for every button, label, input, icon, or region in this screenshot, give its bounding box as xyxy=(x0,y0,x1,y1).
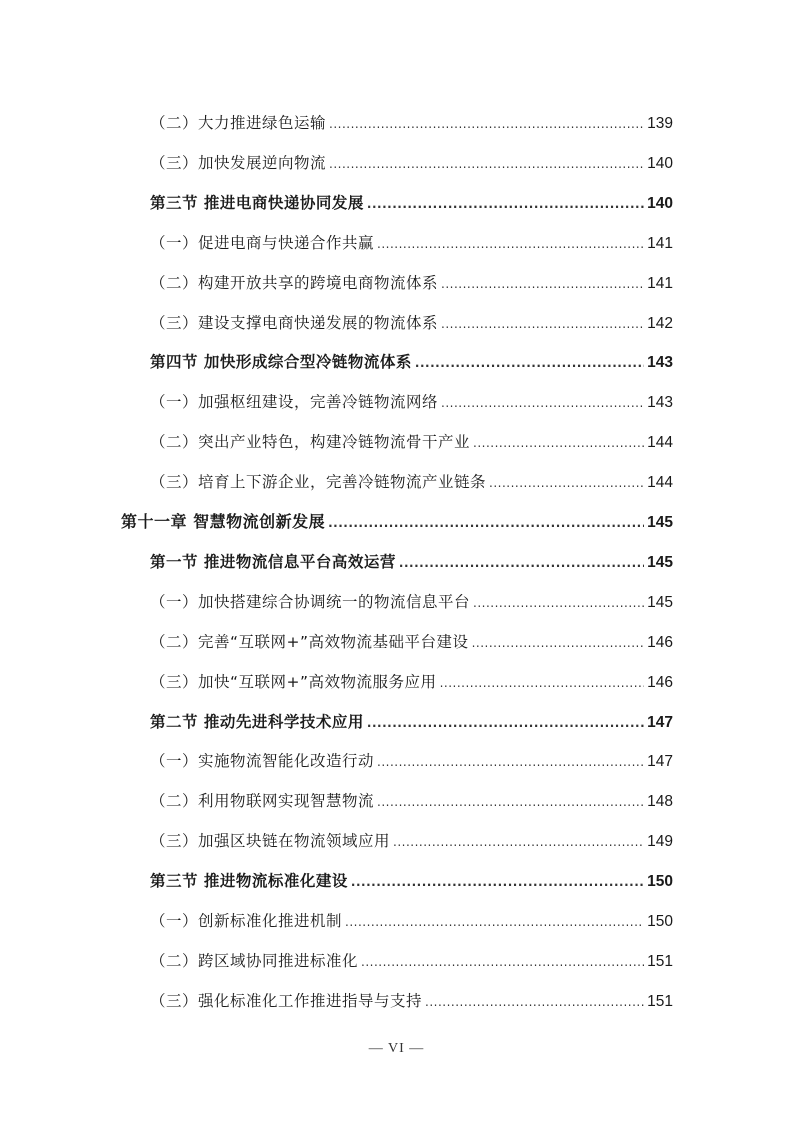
toc-entry-page-number: 143 xyxy=(647,354,673,371)
toc-entry-page-number: 146 xyxy=(647,634,673,651)
dot-leader xyxy=(329,113,644,135)
toc-entry-chapter[interactable] xyxy=(121,511,673,533)
dot-leader xyxy=(351,871,644,893)
toc-entry-page-number: 141 xyxy=(647,235,673,252)
toc-entry-item[interactable] xyxy=(150,391,673,413)
toc-entry-label: （二）利用物联网实现智慧物流 xyxy=(150,792,375,810)
toc-entry-page-number: 139 xyxy=(647,115,673,132)
toc-entry-section[interactable] xyxy=(150,551,673,573)
toc-entry-label: （二）完善“互联网+”高效物流基础平台建设 xyxy=(150,633,469,651)
page-footer-number: — VI — xyxy=(368,1041,425,1056)
dot-leader xyxy=(399,552,644,574)
toc-entry-page-number: 146 xyxy=(647,674,673,691)
dot-leader xyxy=(440,672,645,694)
toc-entry-label: （三）培育上下游企业，完善冷链物流产业链条 xyxy=(150,473,487,491)
toc-entry-page-number: 140 xyxy=(647,155,673,172)
dot-leader xyxy=(473,592,644,614)
toc-entry-label: （二）跨区域协同推进标准化 xyxy=(150,952,359,970)
dot-leader xyxy=(361,951,644,973)
toc-entry-item[interactable] xyxy=(150,591,673,613)
toc-entry-label: 第一节 推进物流信息平台高效运营 xyxy=(150,553,396,571)
dot-leader xyxy=(415,352,644,374)
toc-entry-page-number: 147 xyxy=(647,753,673,770)
toc-entry-page-number: 150 xyxy=(647,913,673,930)
toc-entry-label: 第二节 推动先进科学技术应用 xyxy=(150,713,364,731)
toc-entry-label: （三）加强区块链在物流领域应用 xyxy=(150,832,391,850)
toc-entry-page-number: 141 xyxy=(647,275,673,292)
toc-entry-label: （一）促进电商与快递合作共赢 xyxy=(150,234,375,252)
toc-entry-item[interactable] xyxy=(150,910,673,932)
dot-leader xyxy=(345,911,644,933)
toc-entry-label: 第十一章 智慧物流创新发展 xyxy=(121,512,326,531)
toc-entry-item[interactable] xyxy=(150,671,673,693)
toc-entry-label: （二）构建开放共享的跨境电商物流体系 xyxy=(150,274,439,292)
toc-entry-section[interactable] xyxy=(150,711,673,733)
dot-leader xyxy=(377,751,644,773)
toc-entry-item[interactable] xyxy=(150,830,673,852)
dot-leader xyxy=(489,472,644,494)
toc-entry-section[interactable] xyxy=(150,192,673,214)
toc-entry-page-number: 145 xyxy=(647,554,673,571)
dot-leader xyxy=(472,632,645,654)
dot-leader xyxy=(441,273,644,295)
toc-entry-label: （二）大力推进绿色运输 xyxy=(150,114,327,132)
toc-entry-page-number: 143 xyxy=(647,394,673,411)
toc-entry-label: （三）建设支撑电商快递发展的物流体系 xyxy=(150,314,439,332)
toc-entry-item[interactable] xyxy=(150,790,673,812)
dot-leader xyxy=(393,831,644,853)
toc-entry-label: （二）突出产业特色，构建冷链物流骨干产业 xyxy=(150,433,471,451)
toc-entry-label: （一）实施物流智能化改造行动 xyxy=(150,752,375,770)
toc-entry-item[interactable] xyxy=(150,431,673,453)
toc-entry-page-number: 140 xyxy=(647,195,673,212)
toc-entry-label: （一）加快搭建综合协调统一的物流信息平台 xyxy=(150,593,471,611)
toc-entry-item[interactable] xyxy=(150,232,673,254)
toc-entry-page-number: 144 xyxy=(647,434,673,451)
toc-entry-label: （一）创新标准化推进机制 xyxy=(150,912,343,930)
toc-entry-item[interactable] xyxy=(150,631,673,653)
dot-leader xyxy=(441,313,644,335)
toc-entry-page-number: 150 xyxy=(647,873,673,890)
toc-entry-label: （三）强化标准化工作推进指导与支持 xyxy=(150,992,423,1010)
toc-entry-item[interactable] xyxy=(150,272,673,294)
dot-leader xyxy=(328,512,644,534)
dot-leader xyxy=(473,432,644,454)
toc-entry-label: （一）加强枢纽建设，完善冷链物流网络 xyxy=(150,393,439,411)
toc-entry-item[interactable] xyxy=(150,950,673,972)
toc-entry-page-number: 145 xyxy=(647,514,673,531)
toc-entry-page-number: 148 xyxy=(647,793,673,810)
toc-entry-page-number: 142 xyxy=(647,315,673,332)
toc-entry-page-number: 151 xyxy=(647,993,673,1010)
dot-leader xyxy=(367,712,644,734)
toc-entry-page-number: 145 xyxy=(647,594,673,611)
toc-entry-item[interactable] xyxy=(150,471,673,493)
toc-entry-item[interactable] xyxy=(150,750,673,772)
dot-leader xyxy=(441,392,644,414)
dot-leader xyxy=(377,791,644,813)
toc-entry-page-number: 151 xyxy=(647,953,673,970)
toc-entry-page-number: 144 xyxy=(647,474,673,491)
toc-entry-label: （三）加快发展逆向物流 xyxy=(150,154,327,172)
dot-leader xyxy=(329,153,644,175)
toc-entry-label: 第三节 推进物流标准化建设 xyxy=(150,872,348,890)
toc-entry-section[interactable] xyxy=(150,351,673,373)
dot-leader xyxy=(367,193,644,215)
toc-entry-item[interactable] xyxy=(150,312,673,334)
toc-entry-label: 第三节 推进电商快递协同发展 xyxy=(150,194,364,212)
toc-entry-page-number: 149 xyxy=(647,833,673,850)
toc-entry-label: （三）加快“互联网+”高效物流服务应用 xyxy=(150,673,437,691)
toc-entry-label: 第四节 加快形成综合型冷链物流体系 xyxy=(150,353,412,371)
toc-entry-section[interactable] xyxy=(150,870,673,892)
dot-leader xyxy=(425,991,644,1013)
toc-entry-page-number: 147 xyxy=(647,714,673,731)
toc-entry-item[interactable] xyxy=(150,990,673,1012)
toc-entry-item[interactable] xyxy=(150,152,673,174)
toc-entry-item[interactable] xyxy=(150,112,673,134)
dot-leader xyxy=(377,233,644,255)
